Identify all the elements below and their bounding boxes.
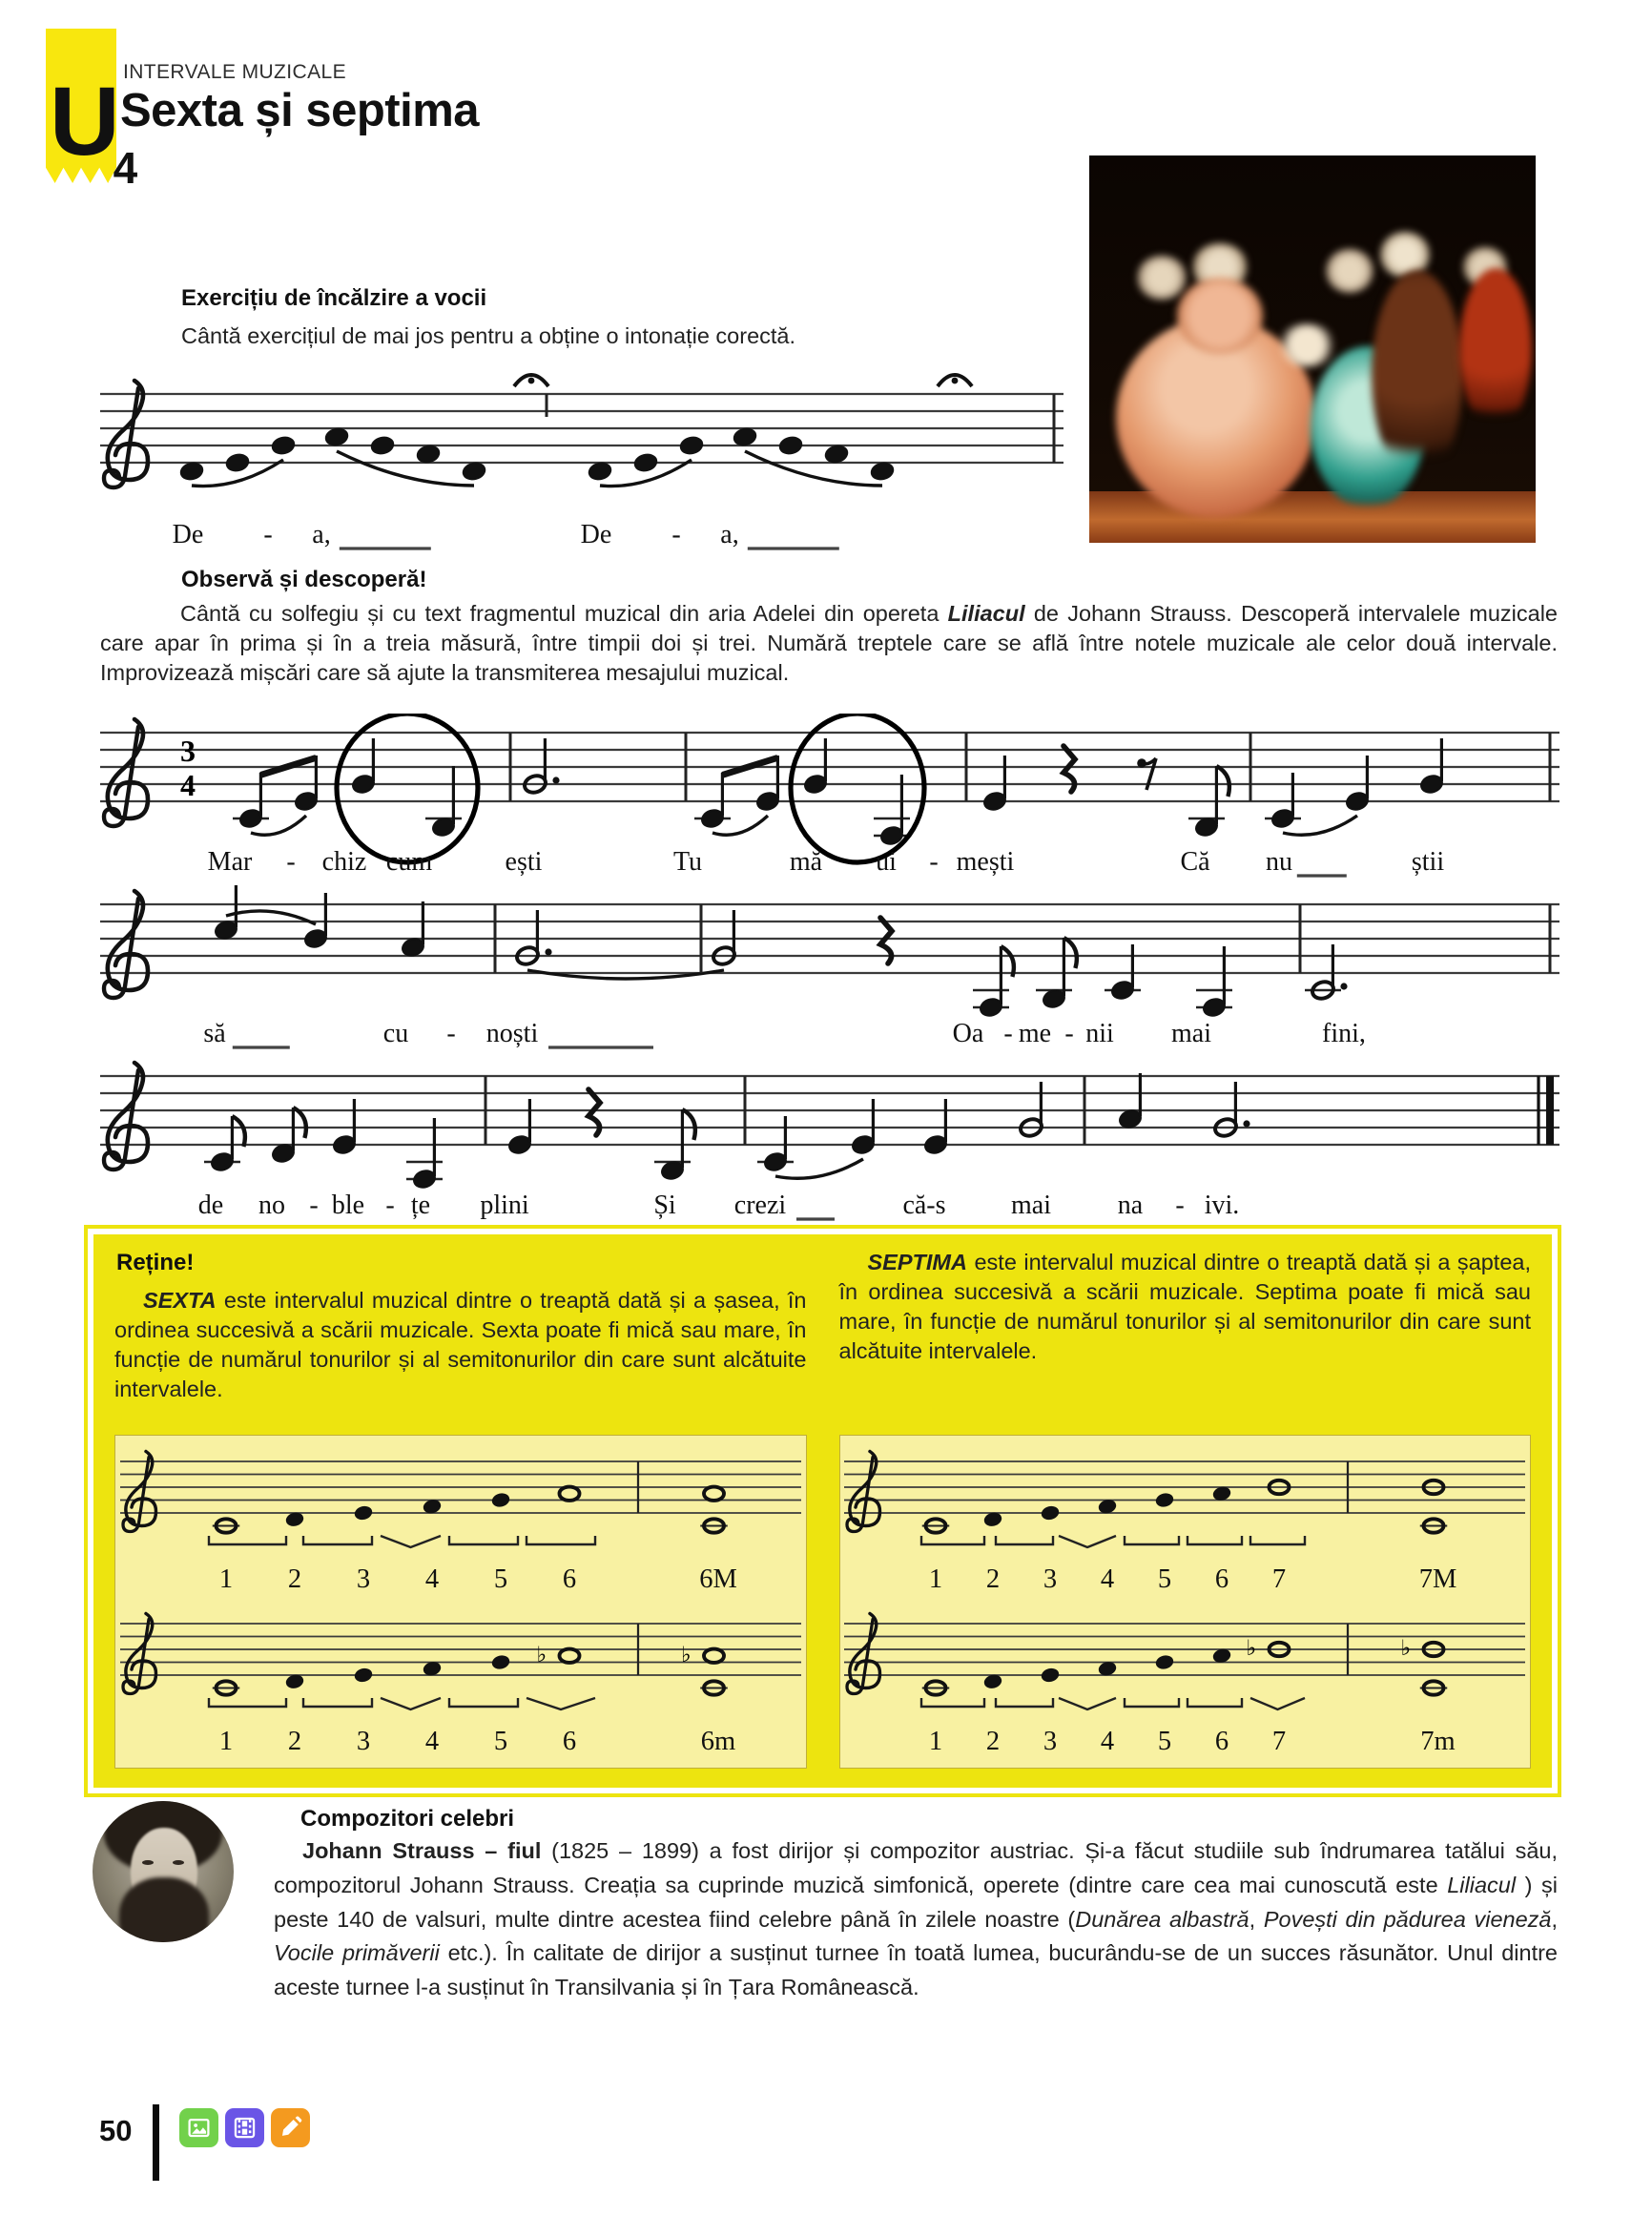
svg-text:6m: 6m	[700, 1727, 735, 1756]
svg-text:7m: 7m	[1420, 1727, 1456, 1756]
svg-text:2: 2	[986, 1727, 1001, 1756]
svg-text:5: 5	[493, 1727, 507, 1756]
svg-text:mai: mai	[1171, 1019, 1211, 1048]
svg-text:3: 3	[180, 734, 196, 768]
dancer-wig	[1137, 256, 1187, 300]
svg-text:să: să	[203, 1019, 226, 1048]
pink-bodice	[1177, 278, 1263, 354]
svg-text:că-s: că-s	[902, 1191, 946, 1220]
strauss-bio: Johann Strauss – fiul (1825 – 1899) a fost dirijor și compozitor austriac. Și-a făcut studiile sub îndrumarea tatălui său, compozitorul Johann Strauss. Creația sa cuprinde muzică simfonică, operete (dintre care cea mai cunoscută este Liliacul ) și peste 140 de valsuri, multe dintre acestea fiind celebre până în zilele noastre (Dunărea albastră, Povești din pădurea vieneză, Vocile primăverii etc.). În calitate de dirijor a susținut turnee în toată lumea, bucurându-se de un succes răsunător. Unul dintre aceste turnee l-a susținut în Transilvania și în Țara Românească.	[274, 1838, 1559, 2000]
svg-text:7: 7	[1272, 1727, 1287, 1756]
song-staff-3	[100, 1057, 1559, 1229]
svg-text:♭: ♭	[1246, 1636, 1257, 1661]
svg-text:2: 2	[986, 1564, 1001, 1594]
sexta-definition: SEXTA este intervalul muzical dintre o treaptă dată și a șasea, în ordinea succesivă a scării muzicale. Sexta poate fi mică sau mare, în funcție de numărul tonurilor și al semitonurilor din care sunt alcătuite intervalele.	[114, 1288, 807, 1401]
pencil-icon	[278, 2115, 303, 2141]
svg-text:de: de	[197, 1191, 224, 1220]
svg-text:cum: cum	[385, 847, 433, 877]
dancer-wig	[1326, 249, 1373, 293]
unit-number: $U_4$	[50, 67, 135, 193]
svg-text:nii: nii	[1085, 1019, 1114, 1048]
observe-heading: Observă și descoperă!	[181, 567, 427, 592]
svg-text:noști: noști	[485, 1019, 539, 1048]
gallery-resource-button[interactable]	[179, 2108, 218, 2147]
svg-text:-: -	[1003, 1019, 1013, 1048]
svg-text:nu: nu	[1266, 847, 1292, 877]
retine-left-column	[114, 1248, 807, 1435]
septima-definition: SEPTIMA este intervalul muzical dintre o treaptă dată și a șaptea, în ordinea succesivă a scării muzicale. Septima poate fi mică sau mare, în funcție de numărul tonurilor și al semitonurilor din care sunt alcătuite intervalele.	[838, 1250, 1531, 1363]
svg-text:♭: ♭	[680, 1642, 692, 1667]
svg-text:-: -	[309, 1191, 319, 1220]
svg-text:-: -	[263, 520, 273, 549]
strauss-portrait	[93, 1801, 234, 1942]
svg-text:1: 1	[929, 1564, 943, 1594]
svg-text:Că: Că	[1180, 847, 1210, 877]
film-icon	[232, 2115, 258, 2141]
svg-text:ești: ești	[505, 847, 543, 877]
svg-text:6M: 6M	[698, 1564, 737, 1594]
svg-text:Oa: Oa	[952, 1019, 984, 1048]
septima-major-staff	[844, 1441, 1525, 1602]
septima-example-panel	[839, 1435, 1532, 1769]
sexta-major-staff	[120, 1441, 801, 1602]
svg-text:cu: cu	[382, 1019, 409, 1048]
svg-text:fini,: fini,	[1322, 1019, 1366, 1048]
svg-text:7: 7	[1272, 1564, 1287, 1594]
svg-text:me: me	[1018, 1019, 1052, 1048]
sexta-example-panel	[114, 1435, 807, 1769]
svg-text:6: 6	[562, 1727, 576, 1756]
svg-text:ivi.: ivi.	[1204, 1191, 1240, 1220]
svg-text:-: -	[446, 1019, 456, 1048]
svg-text:mă: mă	[789, 847, 823, 877]
svg-text:-: -	[929, 847, 939, 877]
svg-text:6: 6	[1215, 1564, 1229, 1594]
svg-text:ui: ui	[876, 847, 897, 877]
svg-text:4: 4	[424, 1727, 439, 1756]
svg-text:a,: a,	[312, 520, 331, 549]
svg-text:Tu: Tu	[672, 847, 703, 877]
retine-heading: Reține!	[116, 1250, 195, 1275]
red-coat	[1459, 268, 1532, 430]
svg-text:1: 1	[218, 1564, 233, 1594]
composers-heading: Compozitori celebri	[300, 1806, 515, 1832]
svg-text:3: 3	[356, 1564, 370, 1594]
stage-floor	[1089, 491, 1536, 543]
svg-text:1: 1	[218, 1727, 233, 1756]
svg-text:6: 6	[1215, 1727, 1229, 1756]
svg-text:3: 3	[356, 1727, 370, 1756]
svg-text:4: 4	[180, 768, 196, 802]
svg-text:1: 1	[929, 1727, 943, 1756]
svg-text:chiz: chiz	[321, 847, 367, 877]
svg-text:De: De	[172, 520, 204, 549]
svg-text:mești: mești	[956, 847, 1015, 877]
septima-minor-staff	[844, 1604, 1525, 1764]
svg-text:ble: ble	[331, 1191, 365, 1220]
svg-text:-: -	[1175, 1191, 1185, 1220]
svg-text:4: 4	[1101, 1727, 1115, 1756]
lace-cuff	[1276, 323, 1337, 367]
svg-text:5: 5	[1158, 1727, 1172, 1756]
retine-right-column	[839, 1248, 1532, 1435]
svg-text:mai: mai	[1011, 1191, 1051, 1220]
svg-text:Mar: Mar	[207, 847, 253, 877]
retine-box	[84, 1225, 1561, 1797]
page-title: Sexta și septima	[120, 85, 480, 136]
opera-stage-photo	[1089, 155, 1536, 543]
svg-text:2: 2	[287, 1564, 301, 1594]
svg-text:a,: a,	[720, 520, 739, 549]
song-staff-1	[100, 714, 1559, 885]
svg-text:♭: ♭	[1400, 1636, 1412, 1661]
svg-text:știi: știi	[1411, 847, 1445, 877]
page-number: 50	[99, 2114, 133, 2147]
brown-coat	[1372, 270, 1463, 480]
warmup-instruction: Cântă exercițiul de mai jos pentru a obține o intonație corectă.	[181, 323, 796, 348]
svg-text:7M: 7M	[1418, 1564, 1457, 1594]
warmup-staff	[100, 367, 1063, 562]
svg-text:țe: țe	[410, 1191, 431, 1220]
svg-text:plini: plini	[480, 1191, 529, 1220]
svg-text:5: 5	[1158, 1564, 1172, 1594]
svg-text:4: 4	[1101, 1564, 1115, 1594]
svg-text:3: 3	[1043, 1727, 1058, 1756]
chapter-kicker: INTERVALE MUZICALE	[123, 61, 346, 83]
footer-divider	[153, 2104, 159, 2181]
svg-text:crezi: crezi	[733, 1191, 787, 1220]
song-staff-2	[100, 885, 1559, 1057]
svg-text:na: na	[1117, 1191, 1144, 1220]
sexta-minor-staff	[120, 1604, 801, 1764]
svg-text:4: 4	[424, 1564, 439, 1594]
svg-text:-: -	[286, 847, 296, 877]
svg-text:De: De	[580, 520, 612, 549]
svg-text:6: 6	[562, 1564, 576, 1594]
svg-text:no: no	[258, 1191, 285, 1220]
svg-text:Și: Și	[653, 1191, 676, 1220]
exercise-resource-button[interactable]	[271, 2108, 310, 2147]
svg-text:3: 3	[1043, 1564, 1058, 1594]
svg-text:2: 2	[287, 1727, 301, 1756]
observe-paragraph: Cântă cu solfegiu și cu text fragmentul muzical din aria Adelei din opereta Liliacul de Johann Strauss. Descoperă intervalele muzicale care apar în prima și în a treia măsură, între timpii doi și trei. Numără treptele care se află între notele muzicale ale celor două intervale. Improvizează mișcări care să ajute la transmiterea mesajului muzical.	[100, 601, 1558, 685]
svg-text:5: 5	[493, 1564, 507, 1594]
svg-text:-: -	[385, 1191, 395, 1220]
svg-text:-: -	[671, 520, 681, 549]
video-resource-button[interactable]	[225, 2108, 264, 2147]
svg-text:♭: ♭	[536, 1642, 547, 1667]
svg-text:-: -	[1064, 1019, 1074, 1048]
warmup-heading: Exercițiu de încălzire a vocii	[181, 285, 487, 311]
gallery-icon	[186, 2115, 212, 2141]
